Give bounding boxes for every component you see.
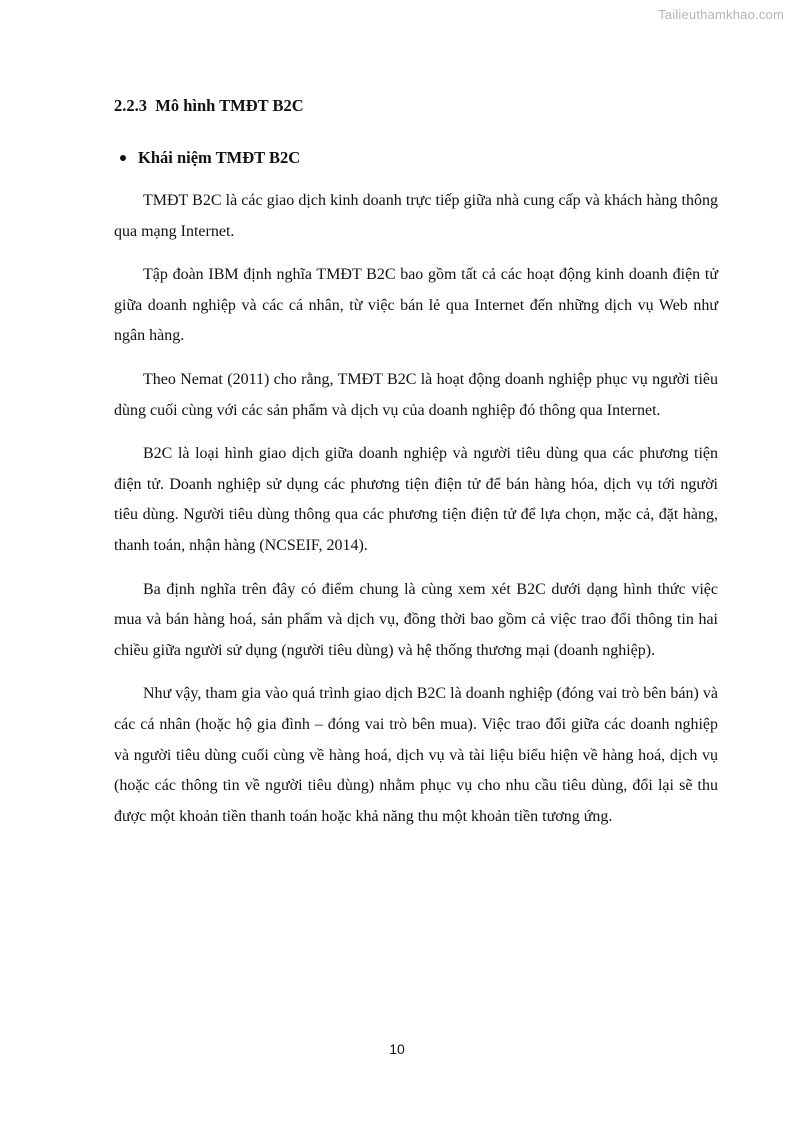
paragraph-2: Tập đoàn IBM định nghĩa TMĐT B2C bao gồm tất cả các hoạt động kinh doanh điện tử giữa doanh nghiệp và các cá nhân, từ việc bán lẻ qua Internet đến những dịch vụ Web như ngân hàng. xyxy=(114,266,718,345)
bullet-icon xyxy=(120,155,126,161)
paragraph-6: Như vậy, tham gia vào quá trình giao dịch B2C là doanh nghiệp (đóng vai trò bên bán) và các cá nhân (hoặc hộ gia đình – đóng vai trò bên mua). Việc trao đổi giữa các doanh nghiệp và người tiêu dùng cuối cùng về hàng hoá, dịch vụ và tài liệu biểu hiện về hàng hoá, dịch vụ (hoặc các thông tin về người tiêu dùng) nhằm phục vụ cho nhu cầu tiêu dùng, đổi lại sẽ thu được một khoản tiền thanh toán hoặc khả năng thu một khoản tiền tương ứng. xyxy=(114,685,718,825)
bullet-heading-text: Khái niệm TMĐT B2C xyxy=(138,148,301,167)
section-heading: 2.2.3 Mô hình TMĐT B2C xyxy=(114,96,304,115)
paragraph-1: TMĐT B2C là các giao dịch kinh doanh trực tiếp giữa nhà cung cấp và khách hàng thông qua mạng Internet. xyxy=(114,192,718,240)
document-body xyxy=(114,92,718,845)
paragraph-3: Theo Nemat (2011) cho rằng, TMĐT B2C là hoạt động doanh nghiệp phục vụ người tiêu dùng cuối cùng với các sản phẩm và dịch vụ của doanh nghiệp đó thông qua Internet. xyxy=(114,370,718,419)
bullet-heading xyxy=(114,144,718,172)
paragraph-5: Ba định nghĩa trên đây có điểm chung là cùng xem xét B2C dưới dạng hình thức việc mua và bán hàng hoá, sản phẩm và dịch vụ, đồng thời bao gồm cả việc trao đổi thông tin hai chiều giữa người sử dụng (người tiêu dùng) và hệ thống thương mại (doanh nghiệp). xyxy=(114,580,718,659)
watermark: Tailieuthamkhao.com xyxy=(658,7,784,22)
page-number: 10 xyxy=(389,1041,405,1057)
paragraph-4: B2C là loại hình giao dịch giữa doanh nghiệp và người tiêu dùng qua các phương tiện điện tử. Doanh nghiệp sử dụng các phương tiện điện tử để bán hàng hóa, dịch vụ tới người tiêu dùng. Người tiêu dùng thông qua các phương tiện điện tử để lựa chọn, mặc cả, đặt hàng, thanh toán, nhận hàng (NCSEIF, 2014). xyxy=(114,445,718,554)
